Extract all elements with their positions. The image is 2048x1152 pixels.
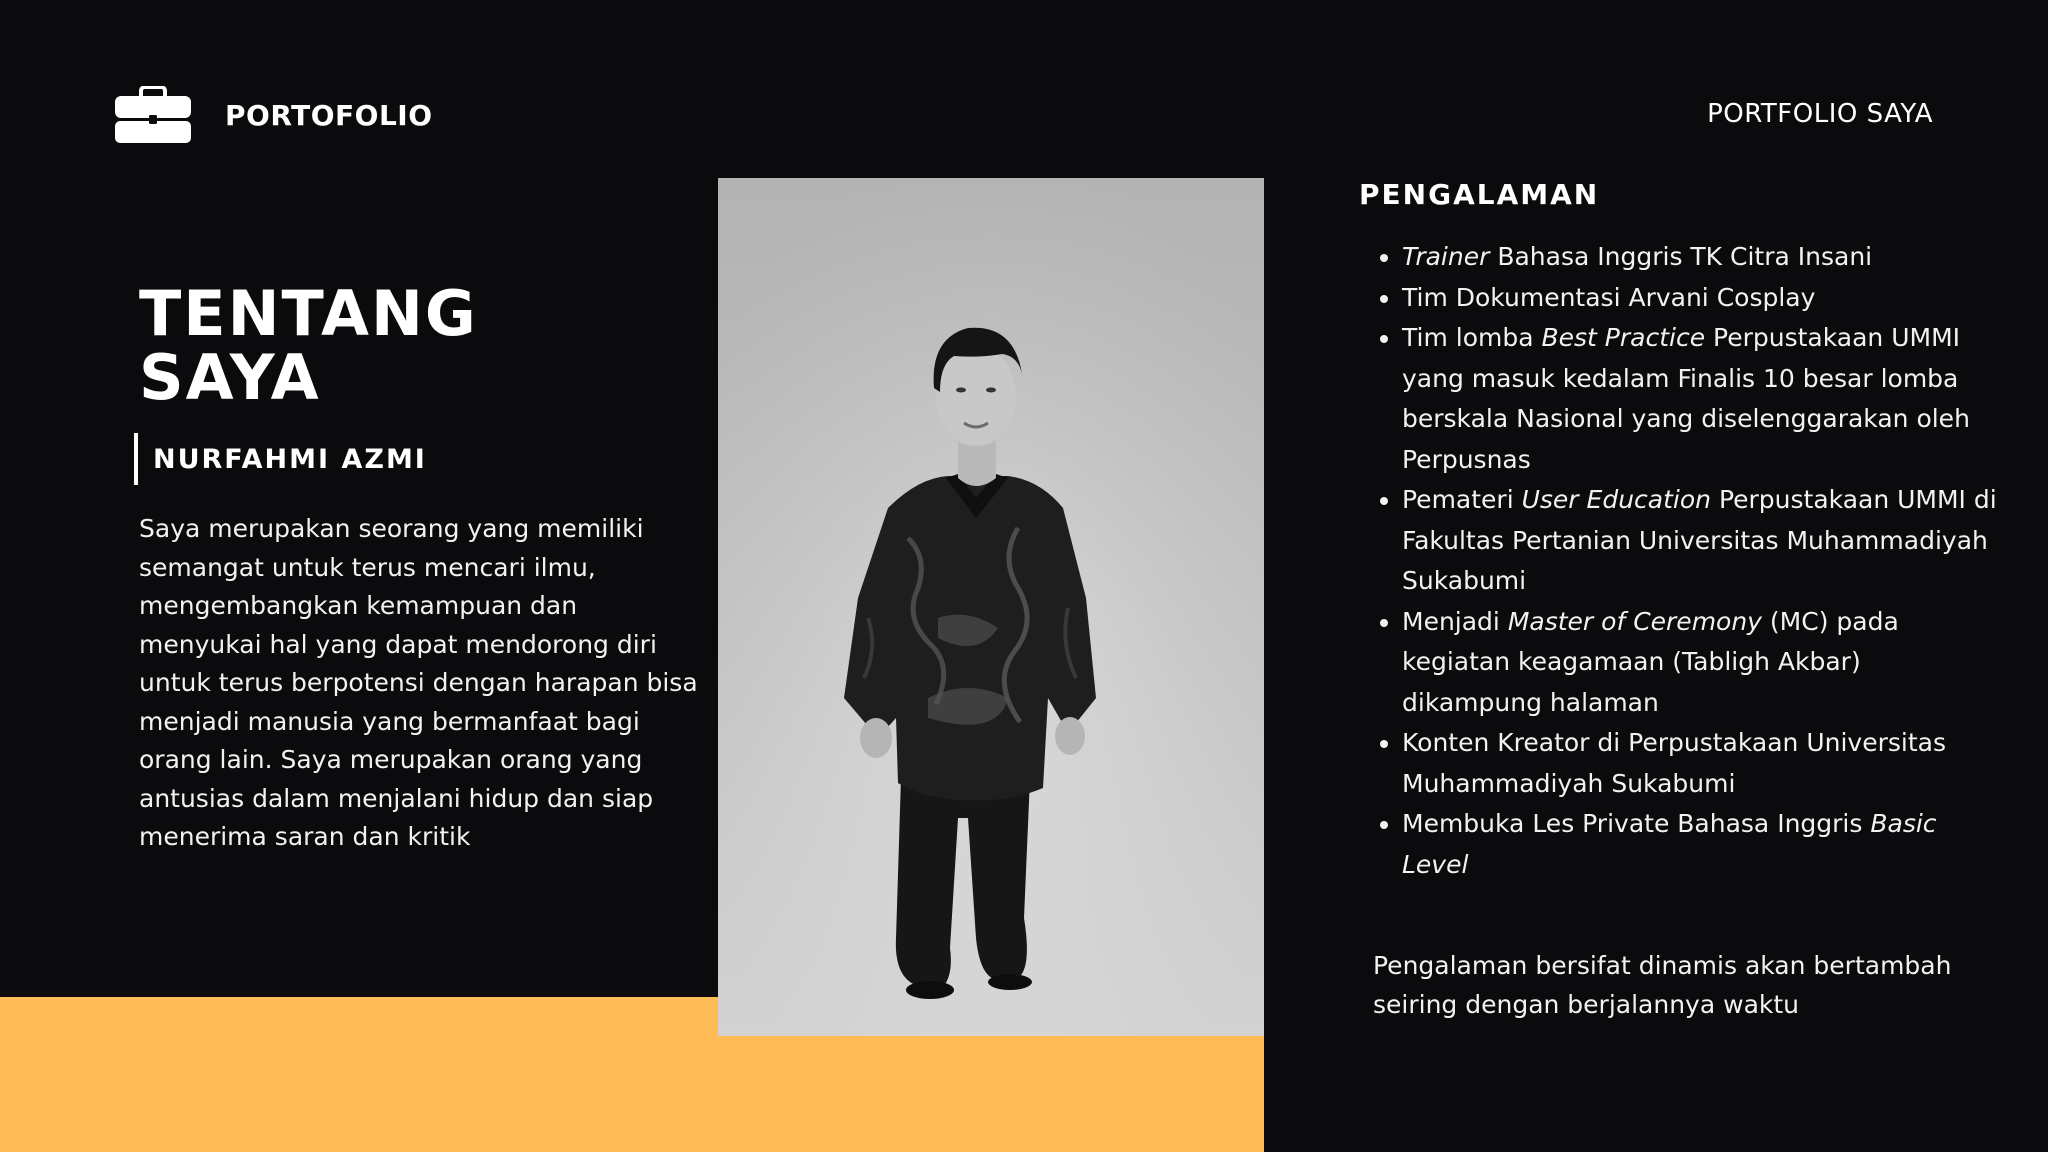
experience-item bbox=[1402, 723, 2002, 804]
experience-item-text: Membuka Les Private Bahasa Inggris bbox=[1402, 809, 1871, 838]
brand-label: PORTOFOLIO bbox=[225, 98, 433, 132]
experience-item-text: Tim Dokumentasi Arvani Cosplay bbox=[1402, 282, 1816, 312]
experience-title: PENGALAMAN bbox=[1359, 178, 1600, 211]
page-title bbox=[139, 277, 699, 414]
experience-list bbox=[1350, 237, 2002, 885]
experience-item-text: Perpustakaan UMMI yang masuk kedalam Finalis 10 besar lomba berskala Nasional yang diselenggarakan oleh Perpusnas bbox=[1402, 323, 1970, 474]
title-line-1: TENTANG bbox=[139, 277, 478, 350]
experience-item bbox=[1402, 480, 2002, 602]
briefcase-icon bbox=[114, 86, 192, 144]
experience-item bbox=[1402, 602, 2002, 724]
experience-note: Pengalaman bersifat dinamis akan bertambah seiring dengan berjalannya waktu bbox=[1373, 951, 1952, 1019]
brand bbox=[114, 86, 433, 144]
experience-item-text: Menjadi bbox=[1402, 606, 1508, 636]
experience-item bbox=[1402, 804, 2002, 885]
experience-item-text: (MC) pada kegiatan keagamaan (Tabligh Akbar) dikampung halaman bbox=[1402, 606, 1899, 717]
experience-item-text: Perpustakaan UMMI di Fakultas Pertanian Universitas Muhammadiyah Sukabumi bbox=[1402, 485, 1997, 595]
experience-item-text: Best Practice bbox=[1541, 323, 1706, 352]
experience-item-text: Bahasa Inggris TK Citra Insani bbox=[1489, 242, 1873, 271]
experience-item-text: Master of Ceremony bbox=[1507, 606, 1762, 636]
experience-item bbox=[1402, 237, 2002, 278]
person-photo-illustration bbox=[718, 178, 1264, 1036]
experience-item-text: Pemateri bbox=[1402, 485, 1522, 514]
title-line-2: SAYA bbox=[139, 341, 321, 414]
bio-paragraph: Saya merupakan seorang yang memiliki semangat untuk terus mencari ilmu, mengembangkan kemampuan dan menyukai hal yang dapat mendorong diri untuk terus berpotensi dengan harapan bisa menjadi manusia yang bermanfaat bagi orang lain. Saya merupakan orang yang antusias dalam menjalani hidup dan siap menerima saran dan kritik bbox=[139, 514, 698, 851]
experience-item-text: User Education bbox=[1521, 485, 1711, 514]
experience-item bbox=[1402, 278, 2002, 319]
experience-item-text: Konten Kreator di Perpustakaan Universitas Muhammadiyah Sukabumi bbox=[1402, 728, 1947, 798]
experience-item bbox=[1402, 318, 2002, 480]
portfolio-saya-label: PORTFOLIO SAYA bbox=[1707, 99, 1933, 129]
name-block bbox=[134, 433, 427, 485]
experience-item-text: Basic Level bbox=[1402, 809, 1937, 879]
profile-photo bbox=[718, 178, 1264, 1036]
experience-item-text: Trainer bbox=[1402, 242, 1490, 271]
person-name: NURFAHMI AZMI bbox=[153, 443, 427, 475]
experience-item-text: Tim lomba bbox=[1402, 323, 1542, 352]
